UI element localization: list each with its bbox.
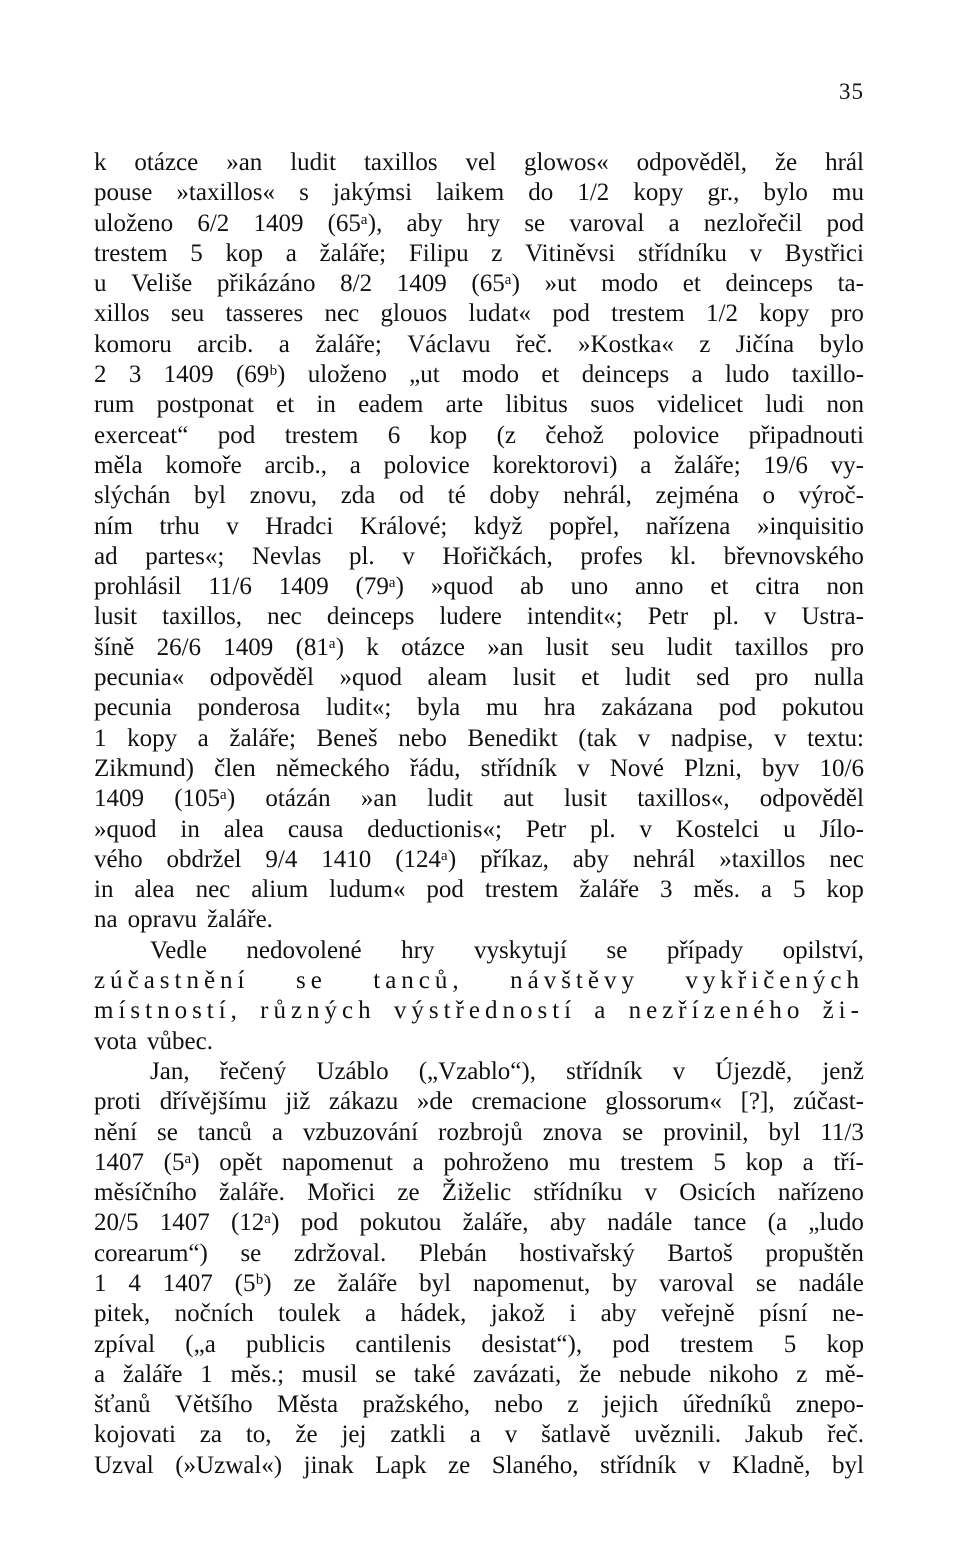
text-line: prohlásil 11/6 1409 (79ᵃ) »quod ab uno anno et citra non — [94, 573, 864, 601]
text-line: pitek, nočních toulek a hádek, jakož i aby veřejně písní ne- — [94, 1300, 864, 1328]
page-number: 35 — [839, 79, 864, 104]
text-line: zpíval („a publicis cantilenis desistat“), pod trestem 5 kop — [94, 1330, 864, 1358]
paragraph — [94, 1057, 864, 1481]
text-line: Jan, řečený Uzáblo („Vzablo“), střídník v Újezdě, jenž — [150, 1057, 864, 1085]
text-line: exerceat“ pod trestem 6 kop (z čehož polovice připadnouti — [94, 421, 864, 449]
text-line: ním trhu v Hradci Králové; když popřel, nařízena »inquisitio — [94, 512, 864, 540]
text-line: 2 3 1409 (69ᵇ) uloženo „ut modo et deinceps a ludo taxillo- — [94, 361, 864, 389]
text-line: 1 kopy a žaláře; Beneš nebo Benedikt (tak v nadpise, v textu: — [94, 724, 864, 752]
text-line: a žaláře 1 měs.; musil se také zavázati, že nebude nikoho z mě- — [94, 1360, 864, 1388]
text-line: kojovati za to, že jej zatkli a v šatlavě uvěznili. Jakub řeč. — [94, 1421, 864, 1449]
text-line: Uzval (»Uzwal«) jinak Lapk ze Slaného, střídník v Kladně, byl — [94, 1451, 864, 1479]
text-line: pecunia« odpověděl »quod aleam lusit et ludit sed pro nulla — [94, 664, 864, 692]
text-line: nění se tanců a vzbuzování rozbrojů znova se provinil, byl 11/3 — [94, 1118, 864, 1146]
text-line: na opravu žaláře. — [94, 906, 273, 934]
text-line: 1407 (5ᵃ) opět napomenut a pohroženo mu trestem 5 kop a tří- — [94, 1148, 864, 1176]
text-line: měsíčního žaláře. Mořici ze Žiželic střídníku v Osicích nařízeno — [94, 1179, 864, 1207]
text-line: šíně 26/6 1409 (81ᵃ) k otázce »an lusit seu ludit taxillos pro — [94, 633, 864, 661]
text-line: místností, různých výstředností a nezřízeného ži- — [94, 997, 864, 1025]
text-line: corearum“) se zdržoval. Plebán hostivařský Bartoš propuštěn — [94, 1239, 864, 1267]
body-text — [94, 148, 864, 1481]
text-line: ad partes«; Nevlas pl. v Hořičkách, profes kl. břevnovského — [94, 542, 864, 570]
text-line: pecunia ponderosa ludit«; byla mu hra zakázana pod pokutou — [94, 694, 864, 722]
text-line: »quod in alea causa deductionis«; Petr pl. v Kostelci u Jílo- — [94, 815, 864, 843]
text-line: rum postponat et in eadem arte libitus suos videlicet ludi non — [94, 391, 864, 419]
text-line: trestem 5 kop a žaláře; Filipu z Vitiněvsi střídníku v Bystřici — [94, 239, 864, 267]
text-line: zúčastnění se tanců, návštěvy vykřičených — [94, 967, 864, 995]
text-line: 1409 (105ᵃ) otázán »an ludit aut lusit taxillos«, odpověděl — [94, 785, 864, 813]
text-line: šťanů Většího Města pražského, nebo z jejich úředníků znepo- — [94, 1391, 864, 1419]
text-line: Vedle nedovolené hry vyskytují se případy opilství, — [150, 936, 864, 964]
text-line: Zikmund) člen německého řádu, střídník v Nové Plzni, byv 10/6 — [94, 754, 864, 782]
text-line: xillos seu tasseres nec glouos ludat« pod trestem 1/2 kopy pro — [94, 300, 864, 328]
text-line: k otázce »an ludit taxillos vel glowos« odpověděl, že hrál — [94, 149, 864, 176]
text-line: vého obdržel 9/4 1410 (124ᵃ) příkaz, aby nehrál »taxillos nec — [94, 845, 864, 873]
text-line: in alea nec alium ludum« pod trestem žaláře 3 měs. a 5 kop — [94, 876, 864, 904]
text-line: měla komoře arcib., a polovice korektorovi) a žaláře; 19/6 vy- — [94, 451, 864, 479]
text-line: pouse »taxillos« s jakýmsi laikem do 1/2 kopy gr., bylo mu — [94, 179, 864, 207]
text-line: slýchán byl znovu, zda od té doby nehrál, zejména o výroč- — [94, 482, 864, 510]
text-line: komoru arcib. a žaláře; Václavu řeč. »Kostka« z Jičína bylo — [94, 330, 864, 358]
text-line: proti dřívějšímu již zákazu »de cremacione glossorum« [?], zúčast- — [94, 1088, 864, 1116]
text-line: u Veliše přikázáno 8/2 1409 (65ᵃ) »ut modo et deinceps ta- — [94, 270, 864, 298]
paragraph — [94, 148, 864, 936]
text-line: vota vůbec. — [94, 1027, 213, 1055]
text-line: lusit taxillos, nec deinceps ludere intendit«; Petr pl. v Ustra- — [94, 603, 864, 631]
text-line: uloženo 6/2 1409 (65ᵃ), aby hry se varoval a nezlořečil pod — [94, 209, 864, 237]
paragraph — [94, 936, 864, 1057]
text-line: 20/5 1407 (12ᵃ) pod pokutou žaláře, aby nadále tance (a „ludo — [94, 1209, 864, 1237]
text-line: 1 4 1407 (5ᵇ) ze žaláře byl napomenut, by varoval se nadále — [94, 1269, 864, 1297]
